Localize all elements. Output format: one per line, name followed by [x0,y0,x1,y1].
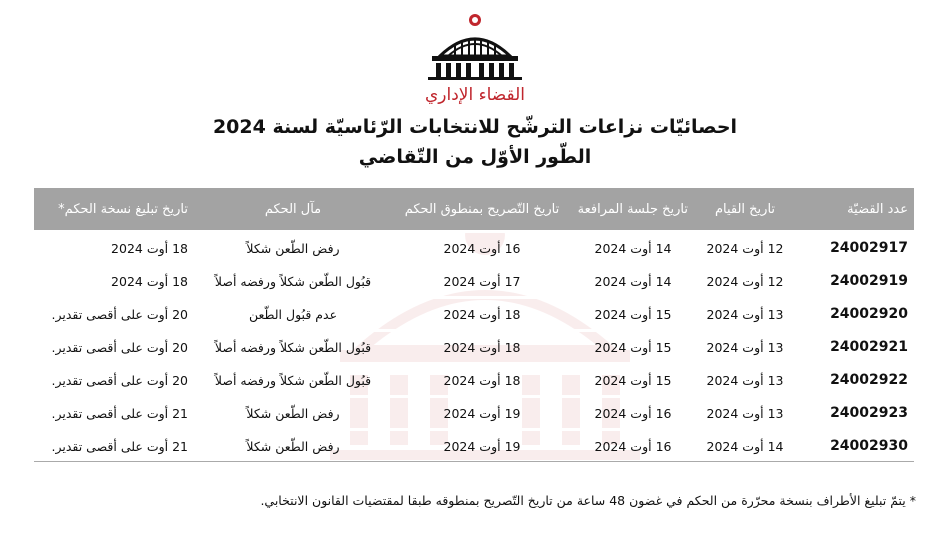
cell-hearing-date: 16 أوت 2024 [572,430,694,462]
cell-hearing-date: 14 أوت 2024 [572,232,694,265]
cell-ruling-date: 19 أوت 2024 [392,430,572,462]
cell-outcome: رفض الطّعن شكلاً [194,232,392,265]
cell-ruling-date: 16 أوت 2024 [392,232,572,265]
cell-hearing-date: 15 أوت 2024 [572,364,694,397]
cell-case-no: 24002923 [796,397,914,430]
cell-ruling-date: 18 أوت 2024 [392,298,572,331]
table-header-row [34,188,914,232]
header-case-no: عدد القضيّة [796,188,914,232]
cell-ruling-date: 19 أوت 2024 [392,397,572,430]
cell-notify-date: 20 أوت على أقصى تقدير. [34,331,194,364]
court-logo [410,8,540,108]
cell-filing-date: 13 أوت 2024 [694,298,796,331]
table-row [34,232,914,265]
cell-outcome: قبُول الطّعن شكلاً ورفضه أصلاً [194,331,392,364]
cell-case-no: 24002921 [796,331,914,364]
cell-filing-date: 12 أوت 2024 [694,232,796,265]
header-filing-date: تاريخ القيام [694,188,796,232]
table-row [34,430,914,462]
cell-notify-date: 21 أوت على أقصى تقدير. [34,397,194,430]
page-title: احصائيّات نزاعات الترشّح للانتخابات الرّئاسيّة لسنة 2024 [212,116,738,138]
cell-notify-date: 18 أوت 2024 [34,265,194,298]
cell-notify-date: 20 أوت على أقصى تقدير. [34,298,194,331]
cell-case-no: 24002930 [796,430,914,462]
cell-notify-date: 18 أوت 2024 [34,232,194,265]
header-hearing-date: تاريخ جلسة المرافعة [572,188,694,232]
table-row [34,265,914,298]
cell-ruling-date: 18 أوت 2024 [392,364,572,397]
cell-ruling-date: 17 أوت 2024 [392,265,572,298]
header-outcome: مآل الحكم [194,188,392,232]
cell-hearing-date: 15 أوت 2024 [572,298,694,331]
cell-filing-date: 13 أوت 2024 [694,364,796,397]
cell-case-no: 24002920 [796,298,914,331]
cell-outcome: قبُول الطّعن شكلاً ورفضه أصلاً [194,364,392,397]
cell-hearing-date: 15 أوت 2024 [572,331,694,364]
cell-filing-date: 13 أوت 2024 [694,397,796,430]
cell-case-no: 24002917 [796,232,914,265]
cell-filing-date: 13 أوت 2024 [694,331,796,364]
cell-outcome: قبُول الطّعن شكلاً ورفضه أصلاً [194,265,392,298]
logo-text: القضاء الإداري [424,85,526,105]
cell-filing-date: 12 أوت 2024 [694,265,796,298]
cell-case-no: 24002922 [796,364,914,397]
header-ruling-date: تاريخ التّصريح بمنطوق الحكم [392,188,572,232]
cell-outcome: رفض الطّعن شكلاً [194,430,392,462]
cell-notify-date: 20 أوت على أقصى تقدير. [34,364,194,397]
header-notify-date: تاريخ تبليغ نسخة الحكم* [34,188,194,232]
table-row [34,331,914,364]
page-subtitle: الطّور الأوّل من التّقاضي [358,146,592,168]
cell-filing-date: 14 أوت 2024 [694,430,796,462]
cell-hearing-date: 14 أوت 2024 [572,265,694,298]
cell-hearing-date: 16 أوت 2024 [572,397,694,430]
cell-ruling-date: 18 أوت 2024 [392,331,572,364]
court-building-icon [410,8,540,108]
footnote: * يتمّ تبليغ الأطراف بنسخة محرّرة من الحكم في غضون 48 ساعة من تاريخ التّصريح بمنطوقه طبقا لمقتضيات القانون الانتخابي. [260,493,916,508]
cell-outcome: رفض الطّعن شكلاً [194,397,392,430]
table-row [34,397,914,430]
cell-outcome: عدم قبُول الطّعن [194,298,392,331]
cell-case-no: 24002919 [796,265,914,298]
table-row [34,364,914,397]
stats-table [34,188,914,462]
cell-notify-date: 21 أوت على أقصى تقدير. [34,430,194,462]
table-row [34,298,914,331]
